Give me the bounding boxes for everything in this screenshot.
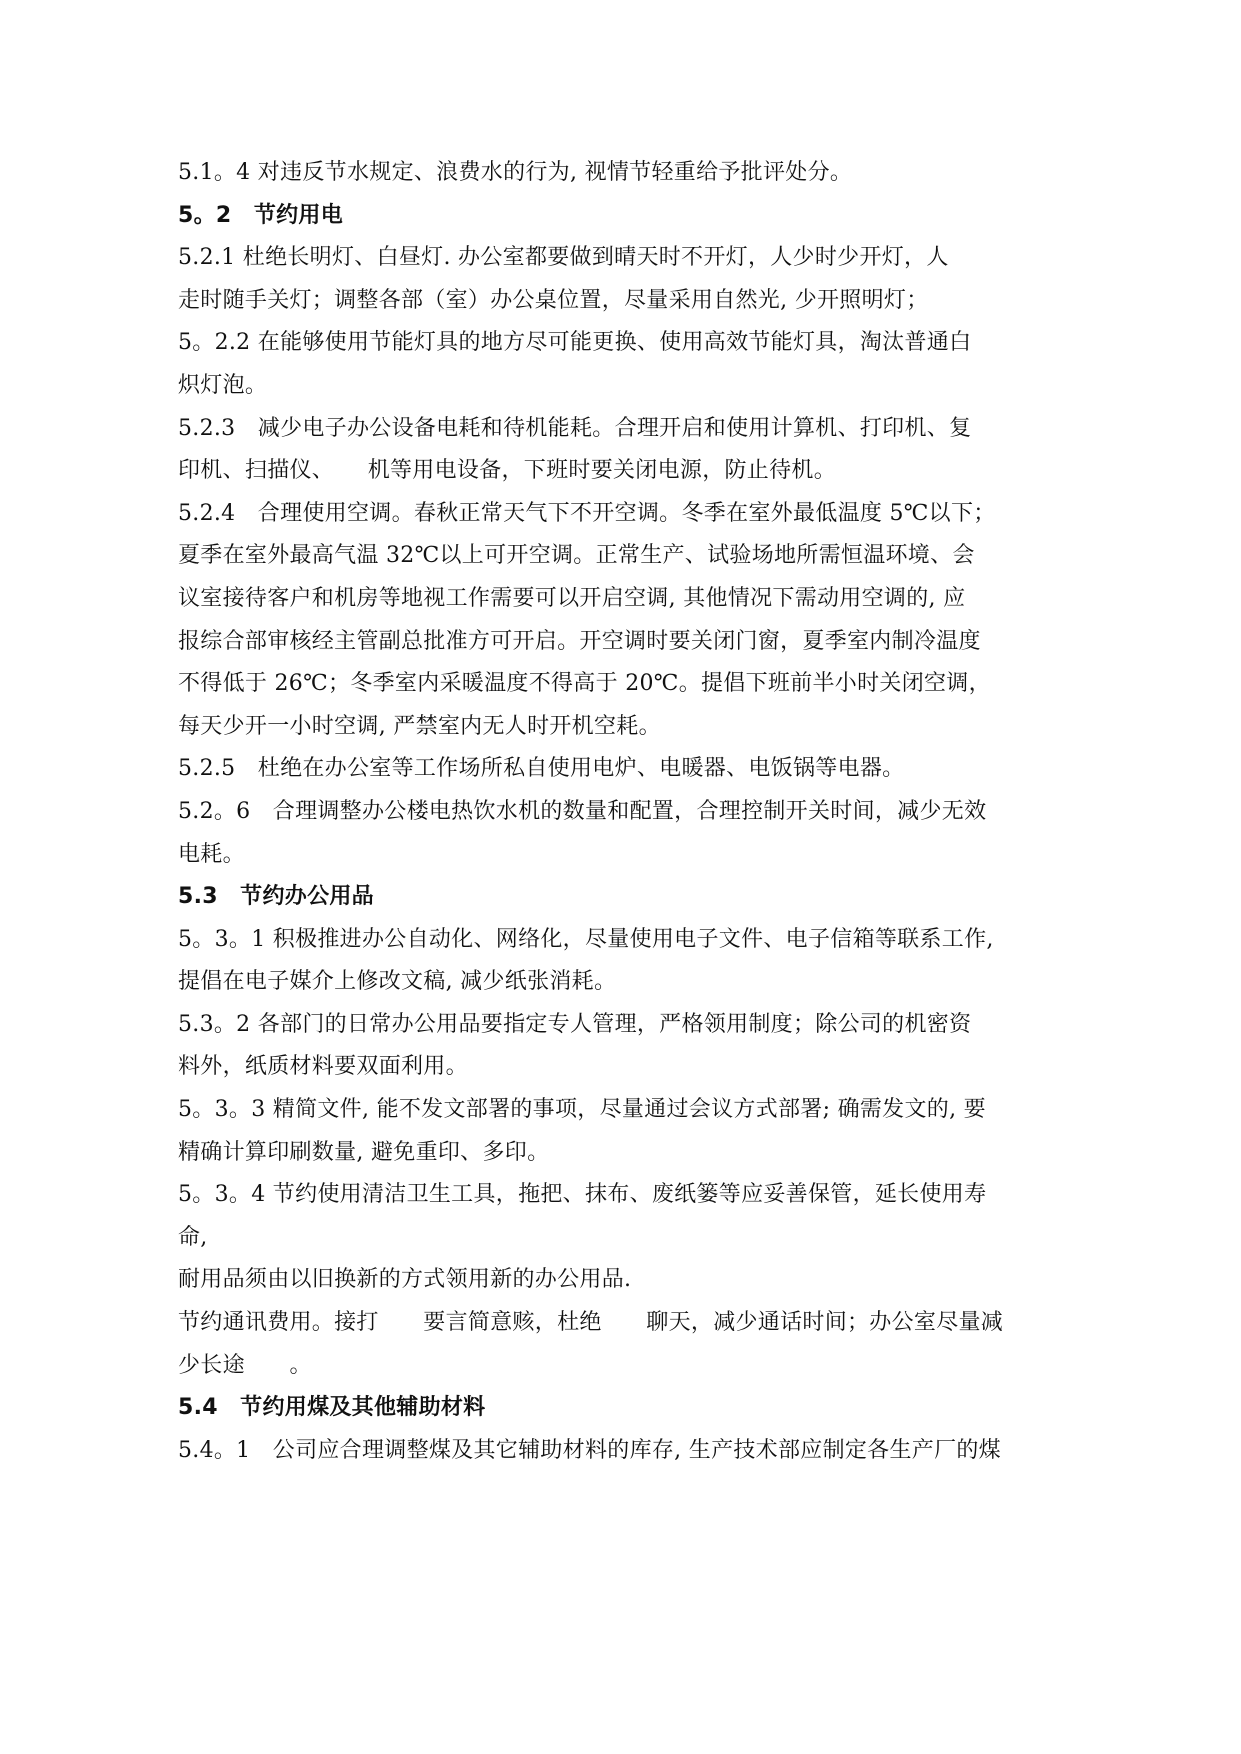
text-line: 精确计算印刷数量, 避免重印、多印。 xyxy=(178,1139,550,1165)
text-line: 5.1。4 对违反节水规定、浪费水的行为, 视情节轻重给予批评处分。 xyxy=(178,160,853,185)
text-line: 5.2。6 合理调整办公楼电热饮水机的数量和配置，合理控制开关时间，减少无效 xyxy=(178,798,987,824)
document-body xyxy=(178,152,1098,1472)
text-line: 每天少开一小时空调, 严禁室内无人时开机空耗。 xyxy=(178,713,661,739)
section-heading-5-2: 5。2 节约用电 xyxy=(178,202,344,228)
text-line: 5。2.2 在能够使用节能灯具的地方尽可能更换、使用高效节能灯具，淘汰普通白 xyxy=(178,330,972,356)
text-line: 料外，纸质材料要双面利用。 xyxy=(178,1054,468,1080)
text-line: 5。3。4 节约使用清洁卫生工具，拖把、抹布、废纸篓等应妥善保管，延长使用寿 xyxy=(178,1182,987,1208)
text-line: 印机、扫描仪、 机等用电设备，下班时要关闭电源，防止待机。 xyxy=(178,458,837,484)
text-line: 报综合部审核经主管副总批准方可开启。开空调时要关闭门窗，夏季室内制冷温度 xyxy=(178,628,981,654)
text-line: 5.2.4 合理使用空调。春秋正常天气下不开空调。冬季在室外最低温度 5℃以下； xyxy=(178,500,996,526)
text-line: 5.2.1 杜绝长明灯、白昼灯. 办公室都要做到晴天时不开灯，人少时少开灯，人 xyxy=(178,245,949,271)
text-line: 走时随手关灯；调整各部（室）办公桌位置，尽量采用自然光, 少开照明灯； xyxy=(178,287,929,313)
section-heading-5-4: 5.4 节约用煤及其他辅助材料 xyxy=(178,1395,486,1421)
text-line: 提倡在电子媒介上修改文稿, 减少纸张消耗。 xyxy=(178,969,617,995)
section-heading-5-3: 5.3 节约办公用品 xyxy=(178,884,374,910)
text-line: 电耗。 xyxy=(178,841,245,867)
text-line: 夏季在室外最高气温 32℃以上可开空调。正常生产、试验场地所需恒温环境、会 xyxy=(178,543,975,569)
text-line: 节约通讯费用。接打 要言简意赅，杜绝 聊天，减少通话时间；办公室尽量减 xyxy=(178,1310,1004,1336)
text-line: 5.2.5 杜绝在办公室等工作场所私自使用电炉、电暖器、电饭锅等电器。 xyxy=(178,756,905,782)
text-line: 5.4。1 公司应合理调整煤及其它辅助材料的库存, 生产技术部应制定各生产厂的煤 xyxy=(178,1437,1001,1463)
text-line: 命, xyxy=(178,1224,208,1250)
text-line: 耐用品须由以旧换新的方式领用新的办公用品. xyxy=(178,1267,632,1293)
text-line: 议室接待客户和机房等地视工作需要可以开启空调, 其他情况下需动用空调的, 应 xyxy=(178,585,966,611)
text-line: 5。3。3 精简文件, 能不发文部署的事项，尽量通过会议方式部署; 确需发文的, 要 xyxy=(178,1097,986,1123)
text-line: 5。3。1 积极推进办公自动化、网络化，尽量使用电子文件、电子信箱等联系工作, xyxy=(178,926,994,952)
text-line: 少长途 。 xyxy=(178,1352,312,1378)
text-line: 不得低于 26℃；冬季室内采暖温度不得高于 20℃。提倡下班前半小时关闭空调， xyxy=(178,671,991,697)
text-line: 炽灯泡。 xyxy=(178,372,268,398)
text-line: 5.2.3 减少电子办公设备电耗和待机能耗。合理开启和使用计算机、打印机、复 xyxy=(178,415,972,441)
text-line: 5.3。2 各部门的日常办公用品要指定专人管理，严格领用制度；除公司的机密资 xyxy=(178,1011,972,1037)
